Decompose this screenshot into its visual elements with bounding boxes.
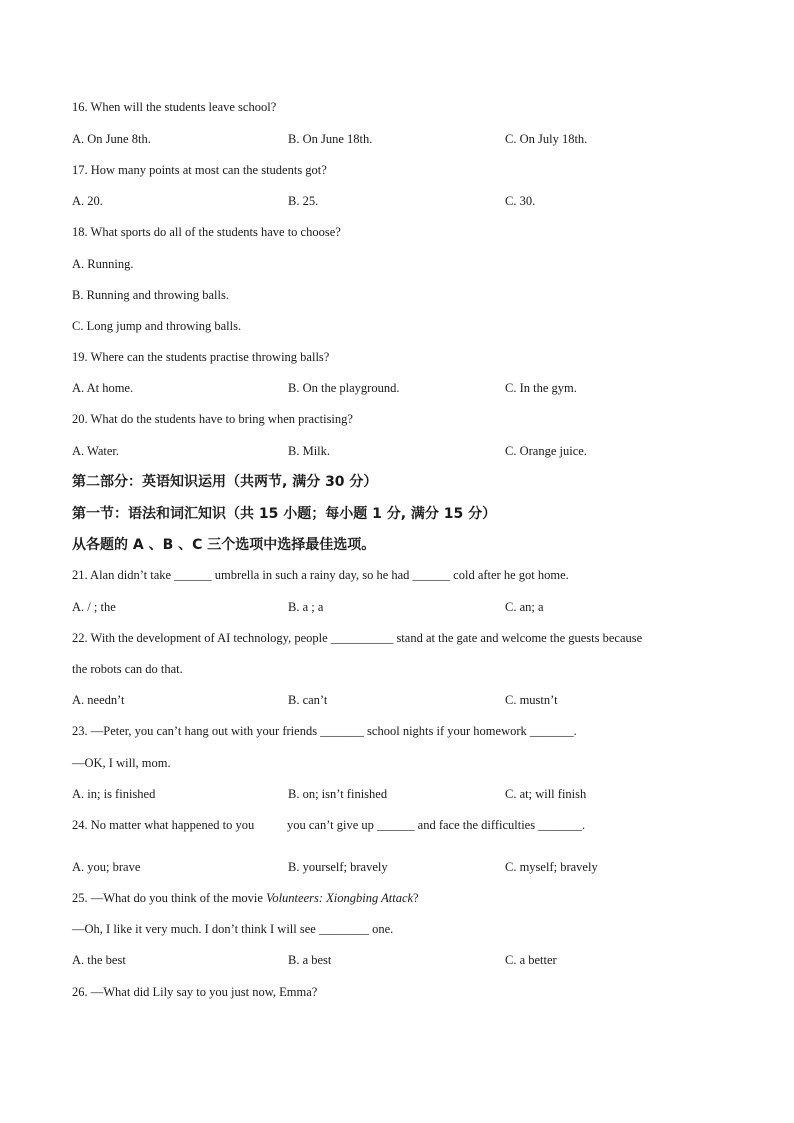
option-c: C. mustn’t <box>505 693 558 707</box>
question-26-stem: 26. —What did Lily say to you just now, Emma? <box>72 985 318 999</box>
option-c: C. an; a <box>505 600 544 614</box>
option-c: C. In the gym. <box>505 381 577 395</box>
option-b: B. can’t <box>288 693 328 707</box>
option-a: A. you; brave <box>72 860 141 874</box>
option-b: B. 25. <box>288 194 319 208</box>
question-16-stem: 16. When will the students leave school? <box>72 100 277 114</box>
part-two-heading: 第二部分：英语知识运用（共两节, 满分 30 分） <box>72 474 378 490</box>
question-24-stem-part1: 24. No matter what happened to you <box>72 818 255 832</box>
question-25-prefix: 25. —What do you think of the movie <box>72 891 267 905</box>
option-b: B. Milk. <box>288 444 331 458</box>
question-18-option-c: C. Long jump and throwing balls. <box>72 319 242 333</box>
option-a: A. needn’t <box>72 693 125 707</box>
question-18-stem: 18. What sports do all of the students have to choose? <box>72 225 341 239</box>
question-25-stem-line2: —Oh, I like it very much. I don’t think I will see ________ one. <box>72 922 394 936</box>
option-b: B. a best <box>288 953 332 967</box>
option-b: B. a ; a <box>288 600 324 614</box>
question-17-stem: 17. How many points at most can the students got? <box>72 163 327 177</box>
question-22-stem-line2: the robots can do that. <box>72 662 183 676</box>
option-a: A. the best <box>72 953 126 967</box>
question-21-stem: 21. Alan didn’t take ______ umbrella in such a rainy day, so he had ______ cold after he got home. <box>72 568 569 582</box>
option-a: A. On June 8th. <box>72 132 151 146</box>
question-24-stem-part2: you can’t give up ______ and face the difficulties _______. <box>287 818 586 832</box>
option-c: C. a better <box>505 953 557 967</box>
question-18-option-b: B. Running and throwing balls. <box>72 288 229 302</box>
question-22-stem-line1: 22. With the development of AI technology, people __________ stand at the gate and welcome the guests because <box>72 631 643 645</box>
option-c: C. myself; bravely <box>505 860 598 874</box>
option-b: B. on; isn’t finished <box>288 787 388 801</box>
option-a: A. 20. <box>72 194 103 208</box>
movie-title: Volunteers: Xiongbing Attack <box>266 891 414 905</box>
option-a: A. Water. <box>72 444 120 458</box>
option-a: A. At home. <box>72 381 134 395</box>
option-b: B. On the playground. <box>288 381 400 395</box>
option-c: C. at; will finish <box>505 787 587 801</box>
option-c: C. 30. <box>505 194 536 208</box>
option-b: B. On June 18th. <box>288 132 373 146</box>
question-25-suffix: ? <box>413 891 419 905</box>
option-a: A. / ; the <box>72 600 116 614</box>
option-c: C. Orange juice. <box>505 444 587 458</box>
question-23-stem-line2: —OK, I will, mom. <box>72 756 171 770</box>
option-b: B. yourself; bravely <box>288 860 388 874</box>
option-a: A. in; is finished <box>72 787 156 801</box>
instruction-heading: 从各题的 A 、B 、C 三个选项中选择最佳选项。 <box>72 537 376 553</box>
question-23-stem-line1: 23. —Peter, you can’t hang out with your friends _______ school nights if your homework _______. <box>72 724 577 738</box>
question-18-option-a: A. Running. <box>72 257 134 271</box>
question-19-stem: 19. Where can the students practise throwing balls? <box>72 350 330 364</box>
section-one-heading: 第一节：语法和词汇知识（共 15 小题；每小题 1 分, 满分 15 分） <box>72 506 497 522</box>
question-25-stem-line1 <box>72 890 419 906</box>
option-c: C. On July 18th. <box>505 132 588 146</box>
question-20-stem: 20. What do the students have to bring when practising? <box>72 412 353 426</box>
